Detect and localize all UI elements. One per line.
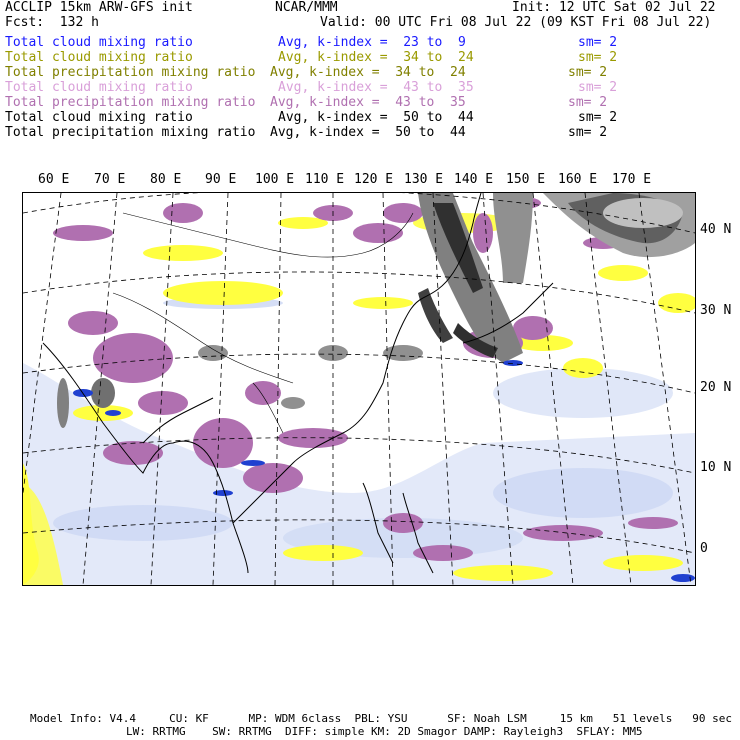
field-avg: Avg, k-index = 23 to 9: [278, 35, 466, 50]
field-avg: Avg, k-index = 43 to 35: [270, 95, 466, 110]
field-name: Total cloud mixing ratio: [5, 50, 193, 65]
lon-label: 170 E: [612, 172, 652, 187]
field-sm: sm= 2: [578, 80, 618, 95]
field-sm: sm= 2: [578, 50, 618, 65]
field-name: Total cloud mixing ratio: [5, 110, 193, 125]
lon-label: 140 E: [454, 172, 494, 187]
field-name: Total precipitation mixing ratio: [5, 65, 256, 80]
lon-label: 60 E: [38, 172, 70, 187]
lat-label: 30 N: [700, 303, 732, 318]
model-info-line2: LW: RRTMG SW: RRTMG DIFF: simple KM: 2D Smagor DAMP: Rayleigh3 SFLAY: MM5: [126, 725, 643, 738]
lat-label: 0: [700, 541, 708, 556]
field-name: Total precipitation mixing ratio: [5, 95, 256, 110]
field-sm: sm= 2: [578, 110, 618, 125]
forecast-hour: Fcst: 132 h: [5, 15, 99, 30]
lat-label: 20 N: [700, 380, 732, 395]
organization-label: NCAR/MMM: [275, 0, 338, 15]
field-sm: sm= 2: [568, 65, 608, 80]
lon-label: 100 E: [255, 172, 295, 187]
lon-label: 130 E: [404, 172, 444, 187]
field-avg: Avg, k-index = 50 to 44: [270, 125, 466, 140]
lon-label: 70 E: [94, 172, 126, 187]
field-avg: Avg, k-index = 34 to 24: [270, 65, 466, 80]
field-name: Total cloud mixing ratio: [5, 35, 193, 50]
field-name: Total cloud mixing ratio: [5, 80, 193, 95]
field-avg: Avg, k-index = 34 to 24: [278, 50, 474, 65]
field-avg: Avg, k-index = 50 to 44: [278, 110, 474, 125]
map-panel: [22, 192, 696, 586]
lon-label: 110 E: [305, 172, 345, 187]
model-title: ACCLIP 15km ARW-GFS init: [5, 0, 193, 15]
lon-label: 160 E: [558, 172, 598, 187]
field-avg: Avg, k-index = 43 to 35: [278, 80, 474, 95]
model-info-line1: Model Info: V4.4 CU: KF MP: WDM 6class PBL: YSU SF: Noah LSM 15 km 51 levels 90 sec: [30, 712, 732, 725]
valid-time: Valid: 00 UTC Fri 08 Jul 22 (09 KST Fri 08 Jul 22): [320, 15, 712, 30]
field-sm: sm= 2: [578, 35, 618, 50]
lon-label: 80 E: [150, 172, 182, 187]
lat-label: 40 N: [700, 222, 732, 237]
lat-label: 10 N: [700, 460, 732, 475]
lon-label: 120 E: [354, 172, 394, 187]
lon-label: 150 E: [506, 172, 546, 187]
field-sm: sm= 2: [568, 95, 608, 110]
field-sm: sm= 2: [568, 125, 608, 140]
lon-label: 90 E: [205, 172, 237, 187]
field-name: Total precipitation mixing ratio: [5, 125, 256, 140]
init-time: Init: 12 UTC Sat 02 Jul 22: [512, 0, 716, 15]
map-canvas: [23, 193, 695, 585]
